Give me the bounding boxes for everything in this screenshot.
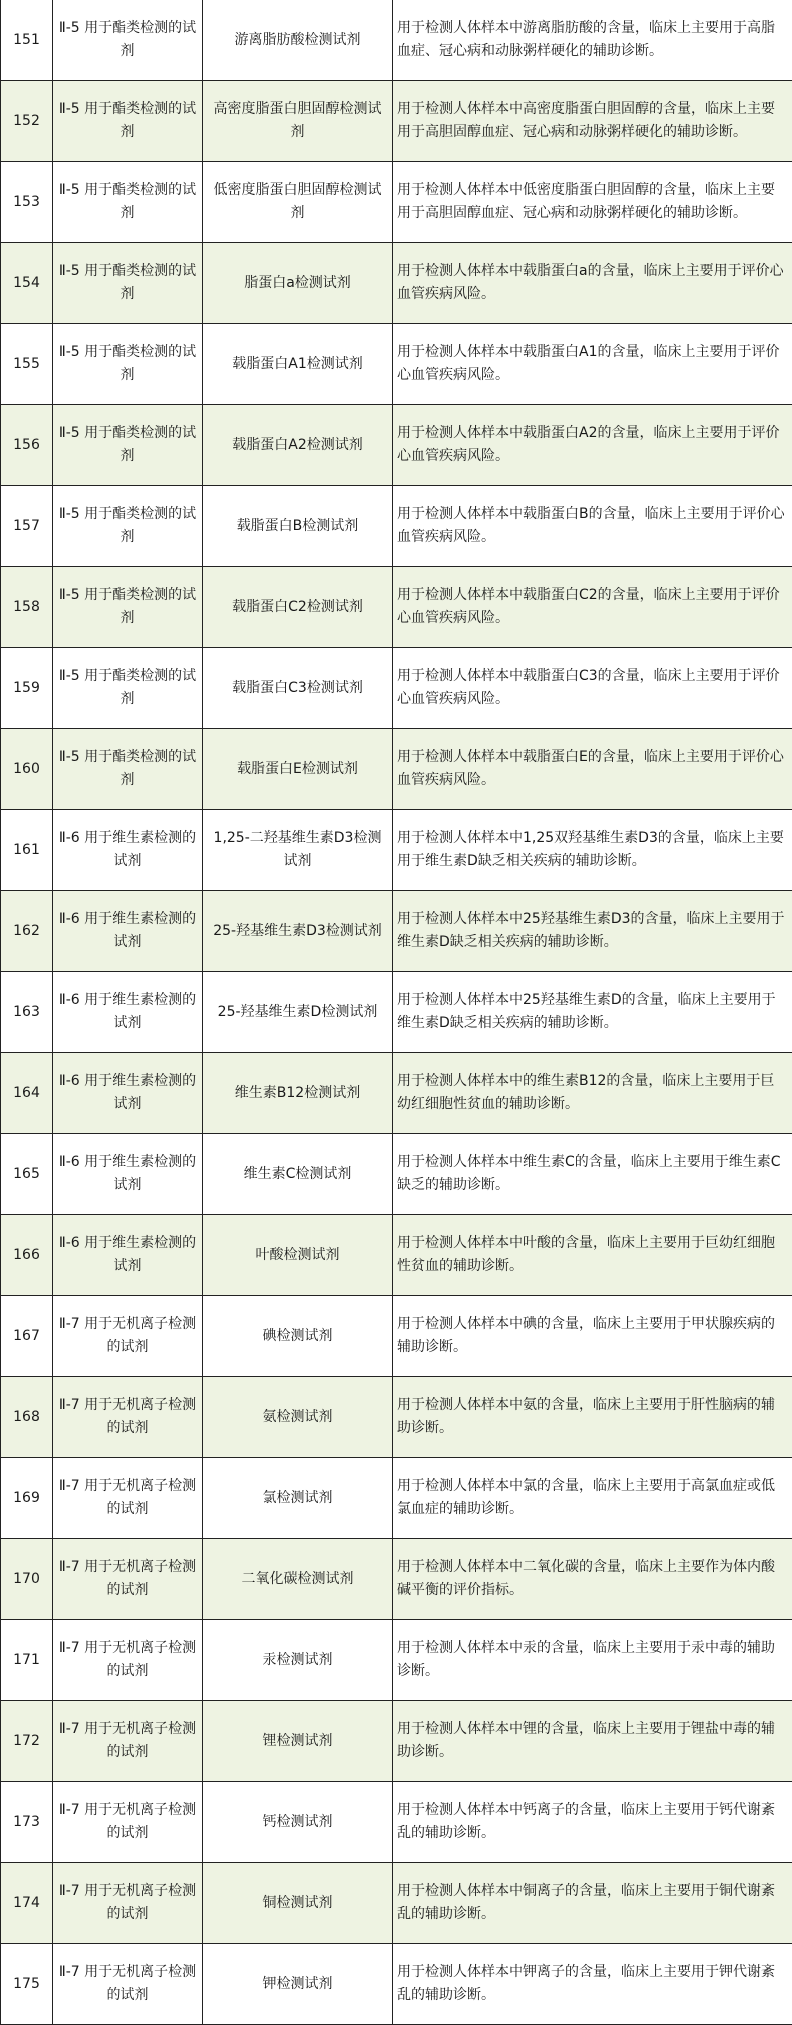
description-cell: 用于检测人体样本中锂的含量，临床上主要用于锂盐中毒的辅助诊断。: [393, 1701, 792, 1782]
table-row: [1, 810, 792, 891]
reagent-name-cell: 锂检测试剂: [203, 1701, 393, 1782]
description-cell: 用于检测人体样本中钙离子的含量，临床上主要用于钙代谢紊乱的辅助诊断。: [393, 1782, 792, 1863]
row-number-cell: 168: [1, 1377, 53, 1458]
description-cell: 用于检测人体样本中氯的含量，临床上主要用于高氯血症或低氯血症的辅助诊断。: [393, 1458, 792, 1539]
reagent-name-cell: 铜检测试剂: [203, 1863, 393, 1944]
table-row: [1, 972, 792, 1053]
table-row: [1, 81, 792, 162]
table-row: [1, 1782, 792, 1863]
description-cell: 用于检测人体样本中载脂蛋白a的含量，临床上主要用于评价心血管疾病风险。: [393, 243, 792, 324]
table-row: [1, 405, 792, 486]
description-cell: 用于检测人体样本中载脂蛋白A1的含量，临床上主要用于评价心血管疾病风险。: [393, 324, 792, 405]
description-cell: 用于检测人体样本中铜离子的含量，临床上主要用于铜代谢紊乱的辅助诊断。: [393, 1863, 792, 1944]
description-cell: 用于检测人体样本中的维生素B12的含量，临床上主要用于巨幼红细胞性贫血的辅助诊断。: [393, 1053, 792, 1134]
description-cell: 用于检测人体样本中25羟基维生素D的含量，临床上主要用于维生素D缺乏相关疾病的辅助诊断。: [393, 972, 792, 1053]
reagent-name-cell: 载脂蛋白C2检测试剂: [203, 567, 393, 648]
reagent-name-cell: 低密度脂蛋白胆固醇检测试剂: [203, 162, 393, 243]
category-cell: Ⅱ-5 用于酯类检测的试剂: [53, 324, 203, 405]
reagent-name-cell: 维生素C检测试剂: [203, 1134, 393, 1215]
row-number-cell: 166: [1, 1215, 53, 1296]
description-cell: 用于检测人体样本中25羟基维生素D3的含量，临床上主要用于维生素D缺乏相关疾病的辅助诊断。: [393, 891, 792, 972]
description-cell: 用于检测人体样本中高密度脂蛋白胆固醇的含量，临床上主要用于高胆固醇血症、冠心病和动脉粥样硬化的辅助诊断。: [393, 81, 792, 162]
description-cell: 用于检测人体样本中载脂蛋白C3的含量，临床上主要用于评价心血管疾病风险。: [393, 648, 792, 729]
reagent-name-cell: 游离脂肪酸检测试剂: [203, 0, 393, 81]
description-cell: 用于检测人体样本中游离脂肪酸的含量，临床上主要用于高脂血症、冠心病和动脉粥样硬化的辅助诊断。: [393, 0, 792, 81]
reagent-name-cell: 钙检测试剂: [203, 1782, 393, 1863]
category-cell: Ⅱ-6 用于维生素检测的试剂: [53, 1134, 203, 1215]
description-cell: 用于检测人体样本中碘的含量，临床上主要用于甲状腺疾病的辅助诊断。: [393, 1296, 792, 1377]
category-cell: Ⅱ-5 用于酯类检测的试剂: [53, 486, 203, 567]
table-row: [1, 891, 792, 972]
row-number-cell: 158: [1, 567, 53, 648]
reagent-name-cell: 1,25-二羟基维生素D3检测试剂: [203, 810, 393, 891]
row-number-cell: 169: [1, 1458, 53, 1539]
table-row: [1, 1539, 792, 1620]
category-cell: Ⅱ-6 用于维生素检测的试剂: [53, 1053, 203, 1134]
row-number-cell: 151: [1, 0, 53, 81]
table-row: [1, 1053, 792, 1134]
category-cell: Ⅱ-5 用于酯类检测的试剂: [53, 162, 203, 243]
row-number-cell: 152: [1, 81, 53, 162]
row-number-cell: 162: [1, 891, 53, 972]
category-cell: Ⅱ-5 用于酯类检测的试剂: [53, 648, 203, 729]
reagent-name-cell: 二氧化碳检测试剂: [203, 1539, 393, 1620]
table-row: [1, 243, 792, 324]
description-cell: 用于检测人体样本中二氧化碳的含量，临床上主要作为体内酸碱平衡的评价指标。: [393, 1539, 792, 1620]
row-number-cell: 163: [1, 972, 53, 1053]
table-row: [1, 1377, 792, 1458]
row-number-cell: 161: [1, 810, 53, 891]
row-number-cell: 173: [1, 1782, 53, 1863]
row-number-cell: 154: [1, 243, 53, 324]
description-cell: 用于检测人体样本中载脂蛋白C2的含量，临床上主要用于评价心血管疾病风险。: [393, 567, 792, 648]
row-number-cell: 156: [1, 405, 53, 486]
row-number-cell: 170: [1, 1539, 53, 1620]
table-row: [1, 162, 792, 243]
row-number-cell: 155: [1, 324, 53, 405]
reagent-name-cell: 载脂蛋白A2检测试剂: [203, 405, 393, 486]
row-number-cell: 159: [1, 648, 53, 729]
category-cell: Ⅱ-7 用于无机离子检测的试剂: [53, 1944, 203, 2025]
table-row: [1, 0, 792, 81]
reagent-name-cell: 载脂蛋白E检测试剂: [203, 729, 393, 810]
category-cell: Ⅱ-5 用于酯类检测的试剂: [53, 0, 203, 81]
description-cell: 用于检测人体样本中载脂蛋白A2的含量，临床上主要用于评价心血管疾病风险。: [393, 405, 792, 486]
description-cell: 用于检测人体样本中钾离子的含量，临床上主要用于钾代谢紊乱的辅助诊断。: [393, 1944, 792, 2025]
category-cell: Ⅱ-5 用于酯类检测的试剂: [53, 729, 203, 810]
table-row: [1, 1134, 792, 1215]
table-body: [1, 0, 792, 2025]
reagent-name-cell: 叶酸检测试剂: [203, 1215, 393, 1296]
category-cell: Ⅱ-6 用于维生素检测的试剂: [53, 1215, 203, 1296]
row-number-cell: 164: [1, 1053, 53, 1134]
table-row: [1, 729, 792, 810]
table-row: [1, 1215, 792, 1296]
table-row: [1, 1944, 792, 2025]
description-cell: 用于检测人体样本中1,25双羟基维生素D3的含量，临床上主要用于维生素D缺乏相关疾病的辅助诊断。: [393, 810, 792, 891]
category-cell: Ⅱ-7 用于无机离子检测的试剂: [53, 1296, 203, 1377]
category-cell: Ⅱ-7 用于无机离子检测的试剂: [53, 1863, 203, 1944]
category-cell: Ⅱ-6 用于维生素检测的试剂: [53, 810, 203, 891]
category-cell: Ⅱ-5 用于酯类检测的试剂: [53, 81, 203, 162]
reagent-name-cell: 载脂蛋白A1检测试剂: [203, 324, 393, 405]
table-row: [1, 486, 792, 567]
reagent-name-cell: 氯检测试剂: [203, 1458, 393, 1539]
table-row: [1, 1701, 792, 1782]
reagent-name-cell: 脂蛋白a检测试剂: [203, 243, 393, 324]
description-cell: 用于检测人体样本中汞的含量，临床上主要用于汞中毒的辅助诊断。: [393, 1620, 792, 1701]
row-number-cell: 153: [1, 162, 53, 243]
category-cell: Ⅱ-6 用于维生素检测的试剂: [53, 972, 203, 1053]
row-number-cell: 157: [1, 486, 53, 567]
description-cell: 用于检测人体样本中氨的含量，临床上主要用于肝性脑病的辅助诊断。: [393, 1377, 792, 1458]
category-cell: Ⅱ-7 用于无机离子检测的试剂: [53, 1458, 203, 1539]
row-number-cell: 172: [1, 1701, 53, 1782]
table-row: [1, 648, 792, 729]
category-cell: Ⅱ-7 用于无机离子检测的试剂: [53, 1620, 203, 1701]
category-cell: Ⅱ-5 用于酯类检测的试剂: [53, 567, 203, 648]
row-number-cell: 160: [1, 729, 53, 810]
category-cell: Ⅱ-5 用于酯类检测的试剂: [53, 243, 203, 324]
category-cell: Ⅱ-7 用于无机离子检测的试剂: [53, 1539, 203, 1620]
reagent-name-cell: 钾检测试剂: [203, 1944, 393, 2025]
table-row: [1, 1458, 792, 1539]
description-cell: 用于检测人体样本中载脂蛋白B的含量，临床上主要用于评价心血管疾病风险。: [393, 486, 792, 567]
table-row: [1, 1620, 792, 1701]
reagent-name-cell: 高密度脂蛋白胆固醇检测试剂: [203, 81, 393, 162]
description-cell: 用于检测人体样本中载脂蛋白E的含量，临床上主要用于评价心血管疾病风险。: [393, 729, 792, 810]
reagent-name-cell: 25-羟基维生素D检测试剂: [203, 972, 393, 1053]
category-cell: Ⅱ-5 用于酯类检测的试剂: [53, 405, 203, 486]
table-row: [1, 567, 792, 648]
description-cell: 用于检测人体样本中维生素C的含量，临床上主要用于维生素C缺乏的辅助诊断。: [393, 1134, 792, 1215]
reagent-name-cell: 汞检测试剂: [203, 1620, 393, 1701]
category-cell: Ⅱ-7 用于无机离子检测的试剂: [53, 1377, 203, 1458]
description-cell: 用于检测人体样本中低密度脂蛋白胆固醇的含量，临床上主要用于高胆固醇血症、冠心病和动脉粥样硬化的辅助诊断。: [393, 162, 792, 243]
description-cell: 用于检测人体样本中叶酸的含量，临床上主要用于巨幼红细胞性贫血的辅助诊断。: [393, 1215, 792, 1296]
reagent-name-cell: 载脂蛋白B检测试剂: [203, 486, 393, 567]
category-cell: Ⅱ-6 用于维生素检测的试剂: [53, 891, 203, 972]
row-number-cell: 165: [1, 1134, 53, 1215]
row-number-cell: 171: [1, 1620, 53, 1701]
row-number-cell: 175: [1, 1944, 53, 2025]
reagent-name-cell: 25-羟基维生素D3检测试剂: [203, 891, 393, 972]
table-row: [1, 324, 792, 405]
table-row: [1, 1296, 792, 1377]
reagent-name-cell: 碘检测试剂: [203, 1296, 393, 1377]
reagent-name-cell: 维生素B12检测试剂: [203, 1053, 393, 1134]
row-number-cell: 167: [1, 1296, 53, 1377]
category-cell: Ⅱ-7 用于无机离子检测的试剂: [53, 1782, 203, 1863]
table-row: [1, 1863, 792, 1944]
reagent-name-cell: 氨检测试剂: [203, 1377, 393, 1458]
reagent-name-cell: 载脂蛋白C3检测试剂: [203, 648, 393, 729]
row-number-cell: 174: [1, 1863, 53, 1944]
category-cell: Ⅱ-7 用于无机离子检测的试剂: [53, 1701, 203, 1782]
